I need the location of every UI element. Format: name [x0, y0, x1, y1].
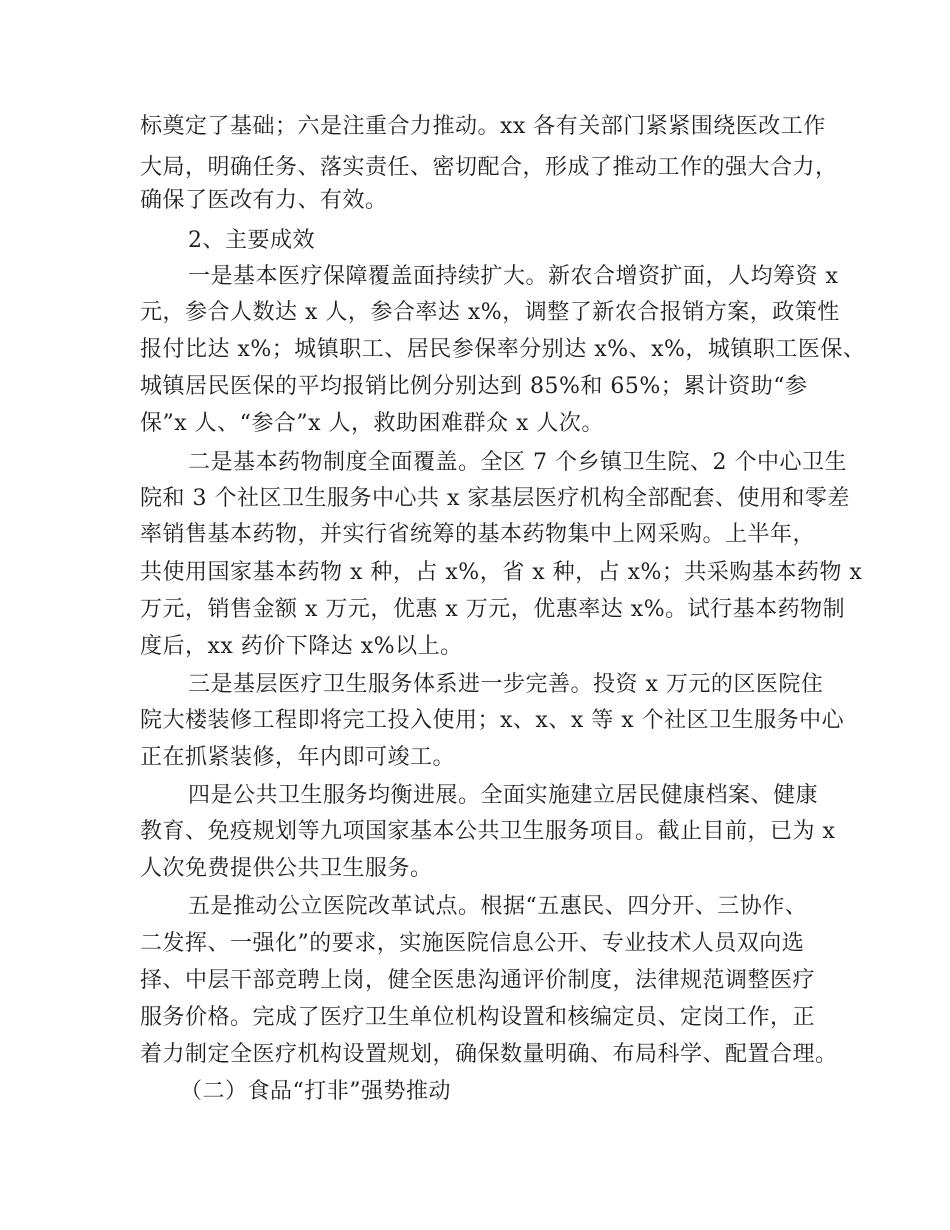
section-heading-main-results: 2、主要成效 — [188, 228, 315, 253]
text-line-2: 大局，明确任务、落实责任、密切配合，形成了推动工作的强大合力， — [140, 155, 838, 180]
text-line-18: 正在抓紧装修，年内即可竣工。 — [140, 745, 456, 770]
text-line-26: 着力制定全医疗机构设置规划，确保数量明确、布局科学、配置合理。 — [140, 1042, 838, 1067]
text-line-15: 度后，xx 药价下降达 x%以上。 — [140, 634, 463, 659]
text-line-7: 报付比达 x%；城镇职工、居民参保率分别达 x%、x%，城镇职工医保、 — [140, 337, 866, 362]
text-line-16: 三是基层医疗卫生服务体系进一步完善。投资 x 万元的区医院住 — [188, 672, 824, 697]
text-line-1: 标奠定了基础；六是注重合力推动。xx 各有关部门紧紧围绕医改工作 — [140, 114, 826, 139]
text-line-22: 五是推动公立医院改革试点。根据“五惠民、四分开、三协作、 — [188, 894, 808, 919]
text-line-10: 二是基本药物制度全面覆盖。全区 7 个乡镇卫生院、2 个中心卫生 — [188, 450, 847, 475]
text-line-21: 人次免费提供公共卫生服务。 — [140, 856, 433, 881]
text-line-9: 保”x 人、“参合”x 人，救助困难群众 x 人次。 — [140, 411, 604, 436]
text-line-5: 一是基本医疗保障覆盖面持续扩大。新农合增资扩面，人均筹资 x — [188, 264, 839, 289]
text-line-8: 城镇居民医保的平均报销比例分别达到 85%和 65%；累计资助“参 — [140, 374, 808, 399]
text-line-14: 万元，销售金额 x 万元，优惠 x 万元，优惠率达 x%。试行基本药物制 — [140, 597, 846, 622]
text-line-3: 确保了医改有力、有效。 — [140, 188, 388, 213]
text-line-12: 率销售基本药物，并实行省统筹的基本药物集中上网采购。上半年， — [140, 522, 816, 547]
text-line-23: 二发挥、一强化”的要求，实施医院信息公开、专业技术人员双向选 — [140, 931, 805, 956]
text-line-19: 四是公共卫生服务均衡进展。全面实施建立居民健康档案、健康 — [188, 783, 819, 808]
text-line-20: 教育、免疫规划等九项国家基本公共卫生服务项目。截止目前，已为 x — [140, 819, 836, 844]
text-line-13: 共使用国家基本药物 x 种，占 x%，省 x 种，占 x%；共采购基本药物 x — [140, 560, 863, 585]
text-line-17: 院大楼装修工程即将完工投入使用；x、x、x 等 x 个社区卫生服务中心 — [140, 708, 845, 733]
text-line-25: 服务价格。完成了医疗卫生单位机构设置和核编定员、定岗工作，正 — [140, 1005, 816, 1030]
text-line-11: 院和 3 个社区卫生服务中心共 x 家基层医疗机构全部配套、使用和零差 — [140, 486, 850, 511]
text-line-6: 元，参合人数达 x 人，参合率达 x%，调整了新农合报销方案，政策性 — [140, 300, 840, 325]
subsection-heading-food: （二）食品“打非”强势推动 — [180, 1079, 451, 1104]
text-line-24: 择、中层干部竞聘上岗，健全医患沟通评价制度，法律规范调整医疗 — [140, 968, 816, 993]
